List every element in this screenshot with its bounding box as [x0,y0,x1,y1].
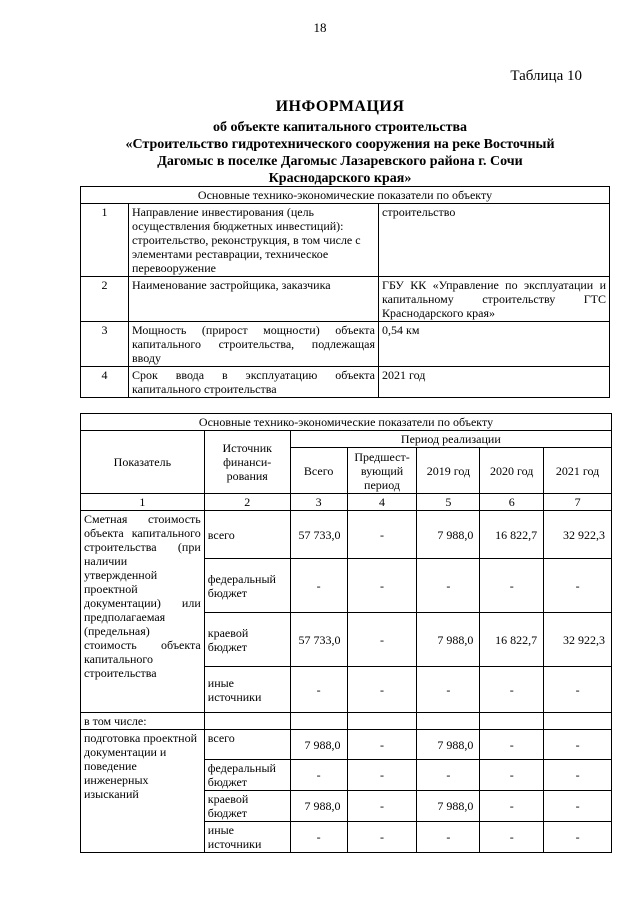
row-value: строительство [379,204,610,277]
row-number: 3 [81,322,129,367]
row-2020: - [480,760,544,791]
column-number: 2 [204,494,290,511]
object-name-line-3: Краснодарского края» [268,171,412,186]
object-name [40,136,640,187]
row-label: Мощность (прирост мощности) объекта капитального строительства, подлежащая вводу [129,322,379,367]
empty-cell [417,713,480,730]
column-header-period: Период реализации [290,431,611,448]
including-label: в том числе: [81,713,205,730]
table-row [81,277,610,322]
row-value: 0,54 км [379,322,610,367]
row-source: иные источники [204,822,290,853]
row-source: краевой бюджет [204,791,290,822]
table-row [81,204,610,277]
column-header-total: Всего [290,448,347,494]
row-2020: - [480,822,544,853]
empty-cell [347,713,417,730]
row-2019: 7 988,0 [417,511,480,559]
empty-cell [204,713,290,730]
empty-cell [290,713,347,730]
column-number-row [81,494,612,511]
row-number: 4 [81,367,129,398]
row-2019: - [417,822,480,853]
row-label: Срок ввода в эксплуатацию объекта капитального строительства [129,367,379,398]
column-number: 7 [544,494,612,511]
row-source: всего [204,511,290,559]
row-2019: - [417,760,480,791]
row-previous: - [347,730,417,760]
row-previous: - [347,559,417,613]
row-total: - [290,667,347,713]
page-number: 18 [313,20,327,35]
column-number: 5 [417,494,480,511]
row-source: всего [204,730,290,760]
column-header-source: Источник финанси-рования [204,431,290,494]
row-value: 2021 год [379,367,610,398]
including-row [81,713,612,730]
row-2019: 7 988,0 [417,613,480,667]
row-2021: - [544,822,612,853]
row-source: федеральный бюджет [204,559,290,613]
table-row [81,511,612,559]
row-value: ГБУ КК «Управление по эксплуатации и капитальному строительству ГТС Краснодарского края» [379,277,610,322]
row-label: Направление инвестирования (цель осуществления бюджетных инвестиций): строительство, реконструкция, в том числе с элементами реставрации, техническое перевооружение [129,204,379,277]
row-previous: - [347,613,417,667]
column-header-2020: 2020 год [480,448,544,494]
row-2020: - [480,559,544,613]
column-number: 1 [81,494,205,511]
row-2020: 16 822,7 [480,511,544,559]
row-2021: - [544,791,612,822]
table-header-row [81,187,610,204]
row-total: 7 988,0 [290,730,347,760]
row-2020: - [480,730,544,760]
object-name-line-2: Дагомыс в поселке Дагомыс Лазаревского района г. Сочи [157,154,523,169]
table-row [81,322,610,367]
design-documentation-label: подготовка проектной документации и поведение инженерных изысканий [81,730,205,853]
row-total: - [290,559,347,613]
empty-cell [544,713,612,730]
table-header-row [81,414,612,431]
column-number: 6 [480,494,544,511]
table-header: Основные технико-экономические показатели по объекту [81,187,610,204]
document-subtitle: об объекте капитального строительства [212,120,468,135]
column-header-indicator: Показатель [81,431,205,494]
column-number: 4 [347,494,417,511]
row-previous: - [347,760,417,791]
table-label: Таблица 10 [510,68,582,84]
row-2021: - [544,667,612,713]
row-total: 57 733,0 [290,511,347,559]
estimated-cost-label: Сметная стоимость объекта капитального строительства (при наличии утвержденной проектной документации) или предполагаемая (предельная) стоимость объекта капитального строительства [81,511,205,713]
row-total: - [290,760,347,791]
row-2020: - [480,667,544,713]
table-row [81,730,612,760]
column-header-2021: 2021 год [544,448,612,494]
row-2021: 32 922,3 [544,511,612,559]
indicators-table [80,186,610,398]
row-source: краевой бюджет [204,613,290,667]
row-source: иные источники [204,667,290,713]
row-2019: 7 988,0 [417,730,480,760]
row-total: - [290,822,347,853]
row-2020: - [480,791,544,822]
row-2021: - [544,760,612,791]
table-header: Основные технико-экономические показатели по объекту [81,414,612,431]
empty-cell [480,713,544,730]
row-2019: - [417,667,480,713]
row-number: 2 [81,277,129,322]
row-2021: - [544,730,612,760]
column-number: 3 [290,494,347,511]
row-previous: - [347,667,417,713]
row-2020: 16 822,7 [480,613,544,667]
document-title: ИНФОРМАЦИЯ [275,98,405,115]
table-row [81,367,610,398]
row-2021: 32 922,3 [544,613,612,667]
financing-table [80,413,612,853]
column-header-2019: 2019 год [417,448,480,494]
row-total: 7 988,0 [290,791,347,822]
row-previous: - [347,511,417,559]
column-header-previous: Предшест-вующий период [347,448,417,494]
row-source: федеральный бюджет [204,760,290,791]
row-number: 1 [81,204,129,277]
row-previous: - [347,791,417,822]
column-header-row [81,431,612,448]
object-name-line-1: «Строительство гидротехнического сооружения на реке Восточный [125,137,555,152]
row-total: 57 733,0 [290,613,347,667]
row-previous: - [347,822,417,853]
row-2019: - [417,559,480,613]
row-2021: - [544,559,612,613]
row-2019: 7 988,0 [417,791,480,822]
row-label: Наименование застройщика, заказчика [129,277,379,322]
